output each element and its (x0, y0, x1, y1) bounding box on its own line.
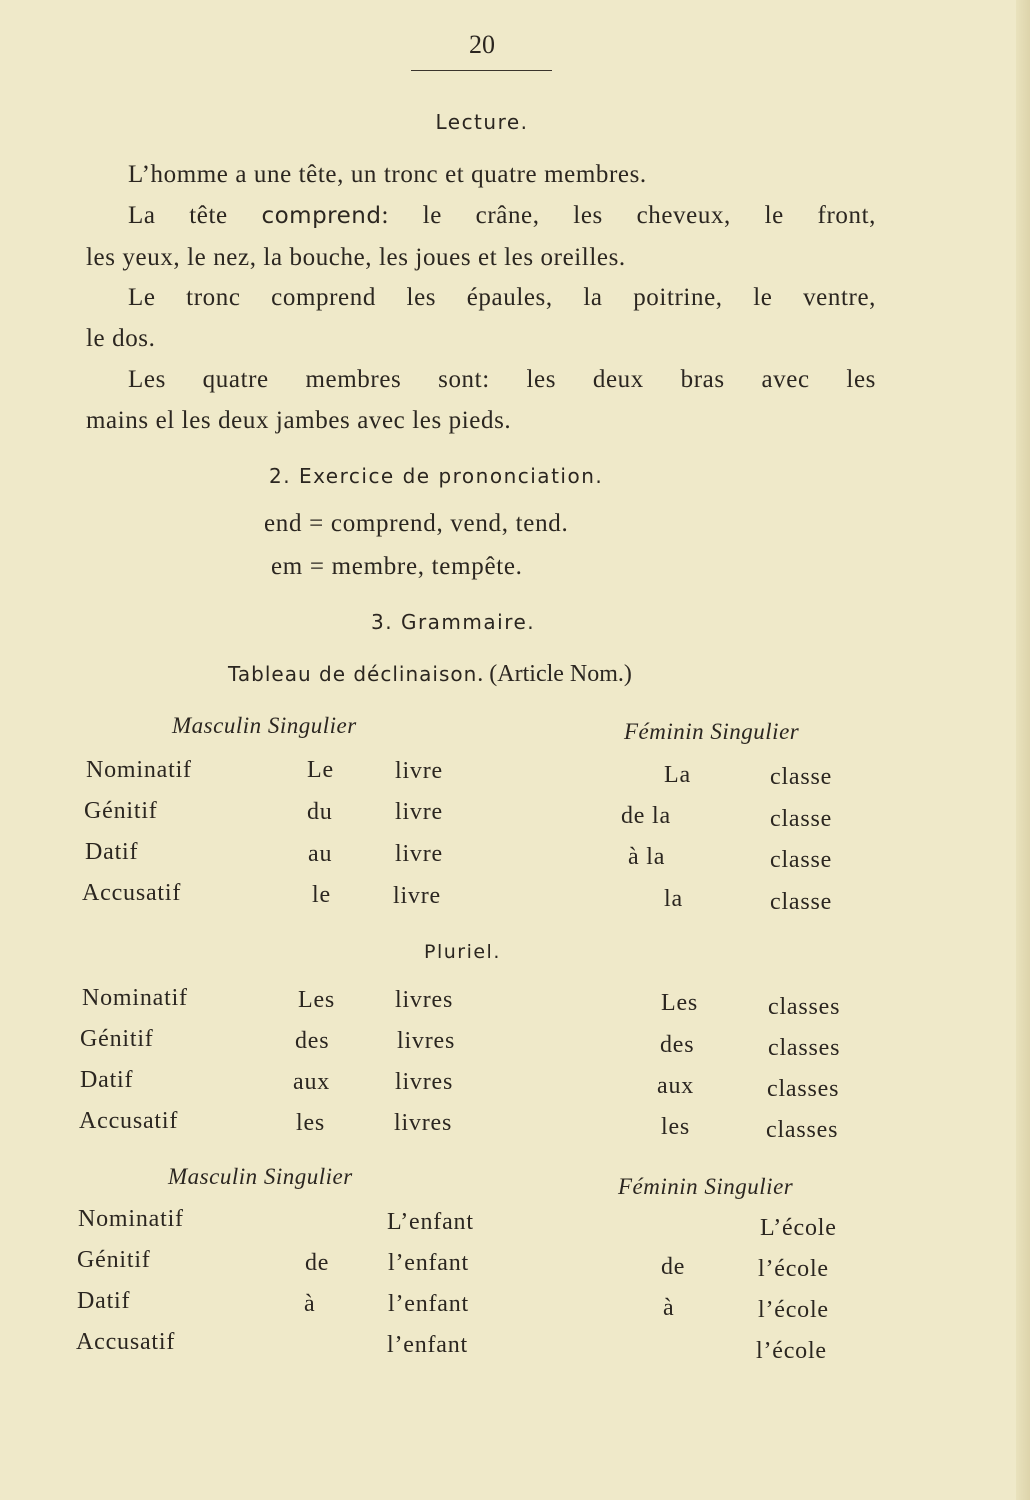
lecture-p2-line1 (86, 195, 876, 237)
s2-row2-m-art: aux (293, 1069, 331, 1095)
lecture-paragraph-4 (86, 359, 876, 441)
s2-row1-m-art: des (295, 1028, 330, 1054)
s1-row2-m-art: au (308, 841, 333, 867)
lecture-p1-text: L’homme a une tête, un tronc et quatre membres. (128, 161, 647, 188)
s1-row2-f-art: à la (628, 844, 666, 870)
grammaire-heading: 3. Grammaire. (371, 610, 536, 634)
s3-row2-m-noun: l’enfant (388, 1291, 470, 1317)
page-number: 20 (469, 30, 495, 59)
s3-row1-f-noun: l’école (758, 1256, 829, 1282)
s3-row2-case: Datif (77, 1288, 131, 1314)
lecture-p3-line2: le dos. (86, 325, 156, 352)
pronunciation-line-1: end = comprend, vend, tend. (264, 510, 569, 537)
s2-row1-m-noun: livres (397, 1028, 456, 1054)
s1-row3-m-art: le (312, 882, 331, 908)
s1-row1-case: Génitif (84, 798, 158, 824)
lecture-paragraph-3 (86, 277, 876, 359)
s3-row0-case: Nominatif (78, 1206, 184, 1232)
s1-fem-header: Féminin Singulier (624, 719, 800, 744)
lecture-p2-keyword: comprend (261, 203, 382, 229)
s2-row1-case: Génitif (80, 1026, 154, 1052)
s2-row0-f-art: Les (661, 990, 699, 1016)
s3-fem-header: Féminin Singulier (618, 1174, 794, 1199)
s2-row2-f-noun: classes (767, 1076, 840, 1102)
s1-row3-f-noun: classe (770, 889, 833, 915)
s1-row1-m-art: du (307, 799, 333, 825)
s2-row2-f-art: aux (657, 1073, 695, 1099)
s1-row1-f-art: de la (621, 803, 671, 829)
s3-row1-m-noun: l’enfant (388, 1250, 470, 1276)
s1-row0-case: Nominatif (86, 757, 192, 783)
s3-row2-f-noun: l’école (758, 1297, 829, 1323)
s1-row0-f-noun: classe (770, 764, 833, 790)
s1-row3-case: Accusatif (82, 880, 182, 906)
s1-row0-m-art: Le (307, 757, 334, 783)
pluriel-heading: Pluriel. (424, 941, 501, 963)
pronunciation-line-2: em = membre, tempête. (271, 553, 523, 580)
s3-row0-m-noun: L’enfant (387, 1209, 474, 1235)
s1-row0-f-art: La (664, 762, 691, 788)
s1-masc-header: Masculin Singulier (172, 713, 357, 738)
s2-row0-case: Nominatif (82, 985, 188, 1011)
s1-row1-f-noun: classe (770, 806, 833, 832)
s1-row1-m-noun: livre (395, 799, 443, 825)
exercice-heading: 2. Exercice de prononciation. (269, 464, 604, 488)
s3-row1-f-art: de (661, 1254, 686, 1280)
lecture-paragraph-1 (86, 154, 876, 195)
s3-row3-case: Accusatif (76, 1329, 176, 1355)
s1-row0-m-noun: livre (395, 758, 443, 784)
s1-row3-m-noun: livre (393, 883, 441, 909)
s2-row3-case: Accusatif (79, 1108, 179, 1134)
lecture-heading: Lecture. (435, 110, 529, 134)
s2-row3-m-art: les (296, 1110, 326, 1136)
s2-row3-f-noun: classes (766, 1117, 839, 1143)
s2-row0-m-art: Les (298, 987, 336, 1013)
s2-row1-f-art: des (660, 1032, 695, 1058)
s3-masc-header: Masculin Singulier (168, 1164, 353, 1189)
lecture-p2-before: La tête (128, 202, 262, 229)
lecture-p4-line1: Les quatre membres sont: les deux bras avec les (128, 366, 876, 393)
lecture-p3-line1: Le tronc comprend les épaules, la poitrine, le ventre, (128, 284, 876, 311)
s1-row2-f-noun: classe (770, 847, 833, 873)
s3-row2-f-art: à (663, 1295, 675, 1321)
tableau-paren: . (Article Nom.) (477, 661, 632, 687)
s2-row3-m-noun: livres (394, 1110, 453, 1136)
s3-row2-m-art: à (304, 1291, 316, 1317)
lecture-p2-after: : le crâne, les cheveux, le front, (381, 202, 876, 229)
lecture-p4-line2: mains el les deux jambes avec les pieds. (86, 407, 512, 434)
s2-row2-case: Datif (80, 1067, 134, 1093)
s2-row2-m-noun: livres (395, 1069, 454, 1095)
s2-row0-f-noun: classes (768, 994, 841, 1020)
s2-row1-f-noun: classes (768, 1035, 841, 1061)
s1-row2-m-noun: livre (395, 841, 443, 867)
s3-row1-m-art: de (305, 1250, 330, 1276)
s3-row3-f-noun: l’école (756, 1338, 827, 1364)
page-edge (1016, 0, 1030, 1500)
s2-row0-m-noun: livres (395, 987, 454, 1013)
lecture-paragraph-2 (86, 195, 876, 278)
page-number-rule (411, 70, 552, 71)
s1-row3-f-art: la (664, 886, 683, 912)
s3-row0-f-noun: L’école (760, 1215, 837, 1241)
s3-row3-m-noun: l’enfant (387, 1332, 469, 1358)
s1-row2-case: Datif (85, 839, 139, 865)
tableau-label: Tableau de déclinaison (228, 662, 478, 686)
s2-row3-f-art: les (661, 1114, 691, 1140)
lecture-p2-line2: les yeux, le nez, la bouche, les joues et les oreilles. (86, 244, 626, 271)
tableau-title (228, 661, 632, 688)
s3-row1-case: Génitif (77, 1247, 151, 1273)
